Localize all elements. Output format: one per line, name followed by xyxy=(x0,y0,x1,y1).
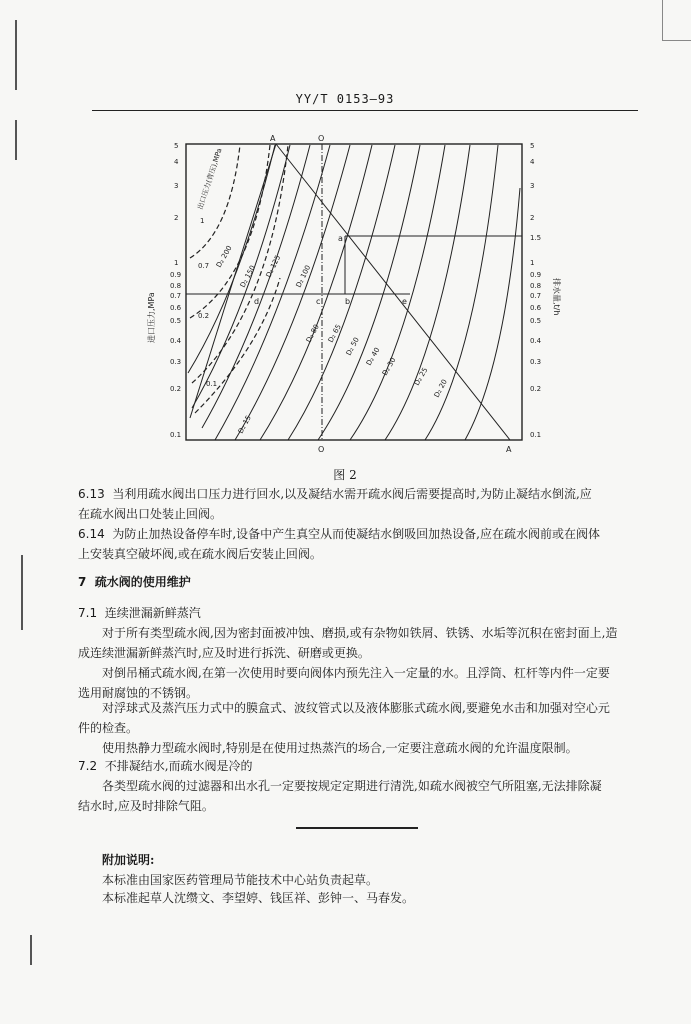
tick-label: 0.7 xyxy=(170,292,182,300)
clause-number: 6.13 xyxy=(78,487,105,501)
curve-label: D₂ 30 xyxy=(380,356,398,377)
paragraph-line: 各类型疏水阀的过滤器和出水孔一定要按规定定期进行清洗,如疏水阀被空气所阻塞,无法排除凝 xyxy=(102,779,602,793)
point-label: d xyxy=(254,297,260,306)
tick-label: 0.5 xyxy=(530,317,542,325)
dn-labels xyxy=(215,244,449,435)
curve-label: D₂ 50 xyxy=(344,336,361,357)
appendix-title: 附加说明: xyxy=(102,853,155,867)
tick-label: 0.6 xyxy=(170,304,182,312)
section-6-14 xyxy=(78,524,600,544)
tick-label: 0.7 xyxy=(530,292,542,300)
tick-label: 0.2 xyxy=(170,385,182,393)
scan-mark xyxy=(15,120,17,160)
tick-label: 2 xyxy=(174,214,179,222)
tick-label: 4 xyxy=(530,158,535,166)
dn-curve xyxy=(465,188,520,440)
clause-text: 当利用疏水阀出口压力进行回水,以及凝结水需开疏水阀后需要提高时,为防止凝结水倒流,应 xyxy=(112,487,592,501)
dn-curve xyxy=(318,145,420,440)
point-label: a xyxy=(338,234,343,243)
diagonal-line xyxy=(276,144,510,440)
tick-label: 0.8 xyxy=(170,282,182,290)
end-rule xyxy=(296,827,418,829)
point-label: A xyxy=(270,134,276,143)
section-6-13-cont: 在疏水阀出口处装止回阀。 xyxy=(78,507,223,521)
figure-caption: 图 2 xyxy=(333,468,357,482)
tick-label: 1 xyxy=(530,259,535,267)
paragraph-line: 结水时,应及时排除气阻。 xyxy=(78,799,214,813)
curve-label: 0.7 xyxy=(198,262,210,270)
paragraph-line: 成连续泄漏新鲜蒸汽时,应及时进行拆洗、研磨或更换。 xyxy=(78,646,370,660)
tick-label: 0.2 xyxy=(530,385,542,393)
left-axis-ticks xyxy=(170,142,182,439)
section-7-heading xyxy=(78,573,191,590)
back-pressure-title: 出口压力(背压),MPa xyxy=(196,147,224,211)
paragraph-line: 对于所有类型疏水阀,因为密封面被冲蚀、磨损,或有杂物如铁屑、铁锈、水垢等沉积在密封面上,造 xyxy=(102,626,618,640)
nomogram-chart xyxy=(140,128,560,458)
curve-label: D₂ 65 xyxy=(326,323,343,344)
curve-label: D₂ 80 xyxy=(304,323,321,344)
paragraph-line: 使用热静力型疏水阀时,特别是在使用过热蒸汽的场合,一定要注意疏水阀的允许温度限制。 xyxy=(102,741,578,755)
tick-label: 0.1 xyxy=(170,431,182,439)
tick-label: 0.3 xyxy=(170,358,182,366)
dn-curve xyxy=(260,145,372,440)
paragraph-line: 对浮球式及蒸汽压力式中的膜盒式、波纹管式以及液体膨胀式疏水阀,要避免水击和加强对空心元 xyxy=(102,701,610,715)
point-label: O xyxy=(318,134,325,143)
scan-mark xyxy=(21,555,23,630)
tick-label: 0.3 xyxy=(530,358,542,366)
paragraph-line: 选用耐腐蚀的不锈钢。 xyxy=(78,686,199,700)
clause-number: 7.2 xyxy=(78,759,98,773)
tick-label: 3 xyxy=(530,182,535,190)
dn-curve xyxy=(235,145,350,440)
tick-label: 0.9 xyxy=(170,271,182,279)
curve-label: D₂ 20 xyxy=(432,378,449,399)
section-title: 疏水阀的使用维护 xyxy=(94,575,191,589)
tick-label: 0.9 xyxy=(530,271,542,279)
point-label: A xyxy=(506,445,512,454)
tick-label: 4 xyxy=(174,158,179,166)
dn-curves xyxy=(188,145,520,440)
curve-label: 0.1 xyxy=(206,380,218,388)
tick-label: 2 xyxy=(530,214,535,222)
dn-curve xyxy=(350,145,445,440)
tick-label: 0.4 xyxy=(170,337,182,345)
curve-label: D₂ 25 xyxy=(412,366,430,387)
tick-label: 3 xyxy=(174,182,179,190)
section-6-13 xyxy=(78,484,592,504)
section-7-1-heading xyxy=(78,603,201,623)
construction-lines xyxy=(186,144,522,440)
clause-text: 为防止加热设备停车时,设备中产生真空从而使凝结水倒吸回加热设备,应在疏水阀前或在阀体 xyxy=(112,527,600,541)
point-label: b xyxy=(345,297,351,306)
curve-label: D₂ 15 xyxy=(236,414,253,435)
clause-title: 不排凝结水,而疏水阀是冷的 xyxy=(104,759,253,773)
tick-label: 1 xyxy=(174,259,179,267)
point-label: e xyxy=(402,297,407,306)
clause-number: 6.14 xyxy=(78,527,105,541)
point-label: c xyxy=(316,297,321,306)
tick-label: 5 xyxy=(174,142,179,150)
curve-label: D₂ 200 xyxy=(214,244,234,269)
paragraph-line: 对倒吊桶式疏水阀,在第一次使用时要向阀体内预先注入一定量的水。且浮筒、杠杆等内件一定要 xyxy=(102,666,610,680)
tick-label: 0.1 xyxy=(530,431,542,439)
left-axis-label: 进口压力,MPa xyxy=(147,292,156,343)
dn-curve xyxy=(188,145,275,373)
chart-frame xyxy=(186,144,522,440)
scan-mark xyxy=(30,935,32,965)
corner-mark xyxy=(662,0,691,41)
header-rule xyxy=(92,110,638,111)
appendix-line: 本标准起草人沈缵文、李望婷、钱匡祥、彭钟一、马春发。 xyxy=(102,891,415,905)
curve-label: D₂ 40 xyxy=(364,346,382,367)
section-7-2-heading xyxy=(78,756,253,776)
right-axis-ticks xyxy=(530,142,542,439)
tick-label: 5 xyxy=(530,142,535,150)
right-axis-label: 排水量,t/h xyxy=(552,278,561,316)
tick-label: 0.6 xyxy=(530,304,542,312)
section-number: 7 xyxy=(78,575,87,589)
appendix-line: 本标准由国家医药管理局节能技术中心站负责起草。 xyxy=(102,873,379,887)
back-pressure-curve xyxy=(195,278,280,413)
paragraph-line: 件的检查。 xyxy=(78,721,139,735)
curve-label: D₂ 150 xyxy=(238,264,257,289)
tick-label: 0.8 xyxy=(530,282,542,290)
scan-mark xyxy=(15,20,17,90)
tick-label: 0.4 xyxy=(530,337,542,345)
curve-label: D₂ 100 xyxy=(294,263,313,289)
dn-curve xyxy=(385,145,470,440)
curve-label: D₂ 125 xyxy=(264,253,283,279)
standard-code: YY/T 0153—93 xyxy=(295,92,395,106)
clause-title: 连续泄漏新鲜蒸汽 xyxy=(104,606,201,620)
tick-label: 1.5 xyxy=(530,234,542,242)
section-6-14-cont: 上安装真空破坏阀,或在疏水阀后安装止回阀。 xyxy=(78,547,322,561)
point-label: O xyxy=(318,445,325,454)
curve-label: 0.2 xyxy=(198,312,210,320)
clause-number: 7.1 xyxy=(78,606,98,620)
curve-label: 1 xyxy=(200,217,205,225)
tick-label: 0.5 xyxy=(170,317,182,325)
